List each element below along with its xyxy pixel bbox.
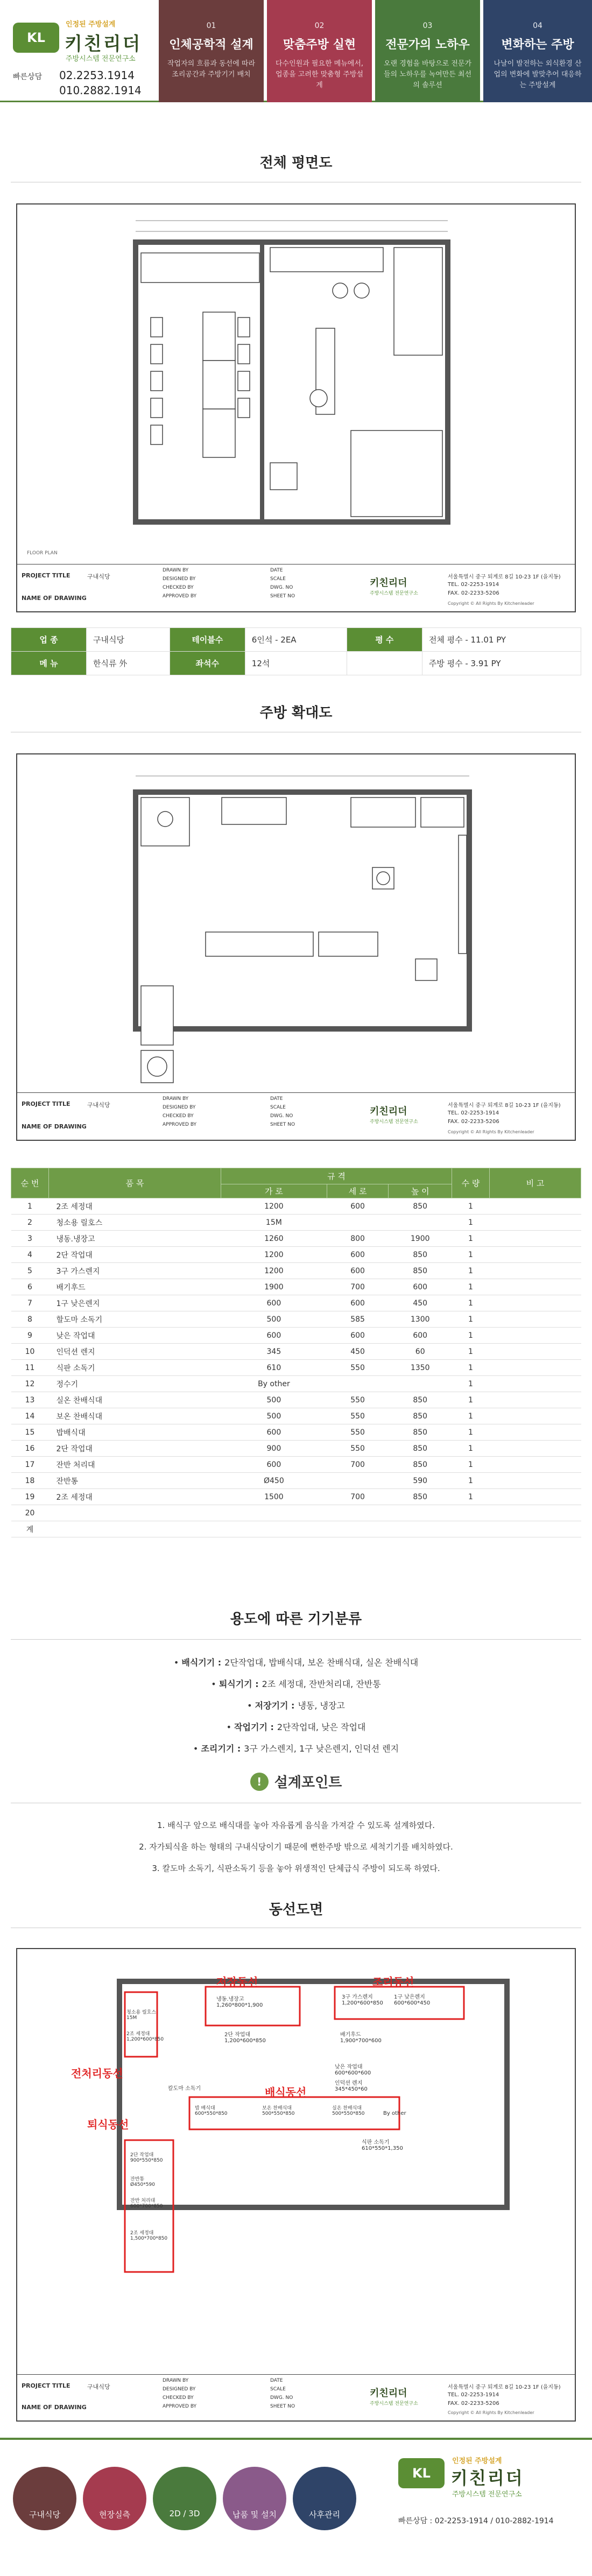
section-title-flow: 동선도면 bbox=[269, 1902, 323, 1918]
design-points bbox=[0, 1815, 592, 1879]
flow-plan-drawing bbox=[17, 1949, 575, 2374]
spec-row: 15 밥배식대 600 550 850 1 bbox=[11, 1424, 581, 1441]
full-floor-plan bbox=[16, 203, 576, 612]
logo-mark[interactable]: KL bbox=[13, 23, 59, 53]
design-point: 2. 자가퇴식을 하는 형태의 구내식당이기 때문에 뻔한주방 밖으로 세척기기를 배치하였다. bbox=[139, 1842, 453, 1852]
section-title-design: ! 설계포인트 bbox=[0, 1772, 592, 1791]
equipment-spec-table: 순 번 품 목 규 격 수 량 비 고 가 로 세 로 높 이 1 2조 세정대 1200 600 850 1 2 청소용 릴호스 15M 1 3 냉동.냉장고 1260 800 1900 1 4 2단 작업대 1200 600 850 1 5 3구 가스렌지 1200 600 850 1 6 배기후드 1900 700 600 1 7 1구 낮은렌지 600 600 450 1 8 할도마 소독기 500 585 1300 1 9 낮은 작업대 600 600 600 1 10 인덕션 렌지 345 450 60 1 11 식판 소독기 610 550 1350 1 12 정수기 By other 1 13 실온 찬배식대 500 550 850 1 14 보온 찬배식대 500 550 850 1 15 밥배식대 600 550 850 1 16 2단 작업대 900 550 850 1 17 잔반 처리대 600 700 850 1 18 잔반통 Ø450 590 1 19 2조 세정대 1500 700 850 1 20 계 bbox=[11, 1168, 581, 1537]
spec-row: 10 인덕션 렌지 345 450 60 1 bbox=[11, 1344, 581, 1360]
flow-label-serving: 배식동선 bbox=[265, 2086, 307, 2099]
spec-row: 16 2단 작업대 900 550 850 1 bbox=[11, 1441, 581, 1457]
flow-label-storage: 저장동선 bbox=[216, 1975, 258, 1988]
footer-icon-survey[interactable]: 현장실측 bbox=[83, 2467, 146, 2530]
footer-icon-cafeteria[interactable]: 구내식당 bbox=[13, 2467, 76, 2530]
spec-row: 5 3구 가스렌지 1200 600 850 1 bbox=[11, 1263, 581, 1279]
footer-contact[interactable]: 빠른상담 : 02-2253-1914 / 010-2882-1914 bbox=[398, 2517, 554, 2525]
kitchen-detail-plan bbox=[16, 753, 576, 1141]
exclamation-icon: ! bbox=[250, 1773, 269, 1791]
section-title-full-plan: 전체 평면도 bbox=[259, 155, 333, 171]
spec-row: 3 냉동.냉장고 1260 800 1900 1 bbox=[11, 1231, 581, 1247]
footer-logo-mark[interactable]: KL bbox=[398, 2458, 445, 2488]
info-table: 업 종 구내식당 테이블수 6인석 - 2EA 평 수 전체 평수 - 11.01 PY 메 뉴 한식류 外 좌석수 12석 주방 평수 - 3.91 PY bbox=[11, 627, 581, 675]
spec-row: 9 낮은 작업대 600 600 600 1 bbox=[11, 1328, 581, 1344]
title-block: PROJECT TITLE 구내식당 NAME OF DRAWING DRAWN BY DESIGNED BY CHECKED BY APPROVED BY DATE SCALE DWG. NO SHEET NO 키친리더 주방시스템 전문연구소 서울특별시 중구 퇴계로 8길 10-23 1F (을지동) TEL. 02-2253-1914 FAX. 02-2233-5206 Copyright © All Rights By Kitchenleader bbox=[17, 1092, 575, 1140]
usage-item: • 작업기기 : 2단작업대, 낮은 작업대 bbox=[226, 1722, 366, 1732]
title-block: PROJECT TITLE 구내식당 NAME OF DRAWING DRAWN BY DESIGNED BY CHECKED BY APPROVED BY DATE SCALE DWG. NO SHEET NO 키친리더 주방시스템 전문연구소 서울특별시 중구 퇴계로 8길 10-23 1F (을지동) TEL. 02-2253-1914 FAX. 02-2233-5206 Copyright © All Rights By Kitchenleader bbox=[17, 564, 575, 611]
spec-row: 8 할도마 소독기 500 585 1300 1 bbox=[11, 1311, 581, 1328]
usage-list bbox=[0, 1652, 592, 1760]
usage-item: • 배식기기 : 2단작업대, 밥배식대, 보온 찬배식대, 실온 찬배식대 bbox=[173, 1657, 419, 1668]
spec-row: 4 2단 작업대 1200 600 850 1 bbox=[11, 1247, 581, 1263]
floor-plan-drawing bbox=[17, 204, 575, 564]
divider bbox=[11, 1639, 581, 1640]
footer-icon-aftercare[interactable]: 사후관리 bbox=[293, 2467, 356, 2530]
spec-row: 13 실온 찬배식대 500 550 850 1 bbox=[11, 1392, 581, 1408]
flow-label-return: 퇴식동선 bbox=[87, 2118, 129, 2131]
section-title-usage: 용도에 따른 기기분류 bbox=[230, 1611, 362, 1627]
spec-row: 17 잔반 처리대 600 700 850 1 bbox=[11, 1457, 581, 1473]
section-title-kitchen-plan: 주방 확대도 bbox=[259, 705, 333, 721]
plan-note: FLOOR PLAN bbox=[27, 551, 58, 556]
spec-row: 2 청소용 릴호스 15M 1 bbox=[11, 1215, 581, 1231]
footer-icon-2d3d[interactable]: 2D / 3D bbox=[153, 2467, 216, 2530]
usage-item: • 저장기기 : 냉동, 냉장고 bbox=[247, 1700, 345, 1711]
flow-label-cooking: 조리동선 bbox=[372, 1975, 414, 1988]
spec-row: 18 잔반통 Ø450 590 1 bbox=[11, 1473, 581, 1489]
phone-2[interactable]: 010.2882.1914 bbox=[59, 84, 142, 97]
footer: 구내식당 현장실측 2D / 3D 납품 및 설치 사후관리 KL 인정된 주방설계 키친리더 주방시스템 전문연구소 빠른상담 : 02-2253-1914 / 010-2882-1914 bbox=[0, 2438, 592, 2576]
spec-row: 14 보온 찬배식대 500 550 850 1 bbox=[11, 1408, 581, 1424]
feature-card-4: 04 변화하는 주방 나날이 발전하는 외식환경 산업의 변화에 발맞추어 대응하는 주방설계 bbox=[483, 0, 592, 102]
feature-card-3: 03 전문가의 노하우 오랜 경험을 바탕으로 전문가들의 노하우를 녹여만든 최선의 솔루션 bbox=[375, 0, 480, 102]
footer-icon-install[interactable]: 납품 및 설치 bbox=[223, 2467, 286, 2530]
header bbox=[0, 0, 592, 102]
usage-item: • 퇴식기기 : 2조 세정대, 잔반처리대, 잔반통 bbox=[211, 1679, 381, 1689]
logo-subtitle: 주방시스템 전문연구소 bbox=[66, 55, 136, 63]
spec-row: 11 식판 소독기 610 550 1350 1 bbox=[11, 1360, 581, 1376]
spec-row: 1 2조 세정대 1200 600 850 1 bbox=[11, 1198, 581, 1215]
feature-card-1: 01 인체공학적 설계 작업자의 흐름과 동선에 따라 조리공간과 주방기기 배치 bbox=[159, 0, 264, 102]
spec-row: 20 bbox=[11, 1505, 581, 1521]
feature-card-2: 02 맞춤주방 실현 다수인원과 필요한 메뉴에서, 업종을 고려한 맞춤형 주방설계 bbox=[267, 0, 372, 102]
flow-label-prep: 전처리동선 bbox=[71, 2067, 123, 2080]
usage-item: • 조리기기 : 3구 가스렌지, 1구 낮은렌지, 인덕션 렌지 bbox=[193, 1744, 399, 1754]
title-block: PROJECT TITLE 구내식당 NAME OF DRAWING DRAWN BY DESIGNED BY CHECKED BY APPROVED BY DATE SCALE DWG. NO SHEET NO 키친리더 주방시스템 전문연구소 서울특별시 중구 퇴계로 8길 10-23 1F (을지동) TEL. 02-2253-1914 FAX. 02-2233-5206 Copyright © All Rights By Kitchenleader bbox=[17, 2374, 575, 2420]
slogan: 인정된 주방설계 bbox=[66, 20, 116, 29]
spec-row: 6 배기후드 1900 700 600 1 bbox=[11, 1279, 581, 1295]
footer-logo-name[interactable]: 키친리더 bbox=[451, 2468, 524, 2488]
design-point: 3. 칼도마 소독기, 식판소독기 등을 놓아 위생적인 단체급식 주방이 되도록 하였다. bbox=[152, 1864, 440, 1873]
spec-row: 계 bbox=[11, 1521, 581, 1537]
flow-plan: 냉동.냉장고 1,260*800*1,900 3구 가스렌지 1,200*600*850 1구 낮은렌지 600*600*450 청소용 릴호스 15M 2조 세정대 1,200*600*850 배기후드 1,900*700*600 2단 작업대 1,200*600*850 낮은 작업대 600*600*600 인덕션 렌지 345*450*60 칼도마 소독기 밥 배식대 600*550*850 보온 찬배식대 500*550*850 실온 찬배식대 500*550*850 식판 소독기 610*550*1,350 By other 2단 작업대 900*550*850 잔반통 Ø450*590 잔반 처리대 600*700*850 2조 세정대 1,500*700*850 저장동선 조리동선 전처리동선 배식동선 퇴식동선 PROJECT TITLE 구내식당 NAME OF DRAWING DRAWN BY DESIGNED BY CHECKED BY APPROVED BY DATE SCALE DWG. NO SHEET NO 키친리더 주방시스템 전문연구소 서울특별시 중구 퇴계로 8길 10-23 1F (을지동) TEL. 02-2253-1914 FAX. 02-2233-5206 Copyright © All Rights By Kitchenleader bbox=[16, 1948, 576, 2422]
spec-row: 7 1구 낮은렌지 600 600 450 1 bbox=[11, 1295, 581, 1311]
logo-name[interactable]: 키친리더 bbox=[65, 33, 142, 55]
phone-1[interactable]: 02.2253.1914 bbox=[59, 69, 135, 82]
design-point: 1. 배식구 앞으로 배식대를 놓아 자유롭게 음식을 가져갈 수 있도록 설계하였다. bbox=[157, 1820, 435, 1830]
spec-row: 12 정수기 By other 1 bbox=[11, 1376, 581, 1392]
spec-row: 19 2조 세정대 1500 700 850 1 bbox=[11, 1489, 581, 1505]
contact-label: 빠른상담 bbox=[13, 73, 43, 81]
kitchen-plan-drawing bbox=[17, 754, 575, 1092]
